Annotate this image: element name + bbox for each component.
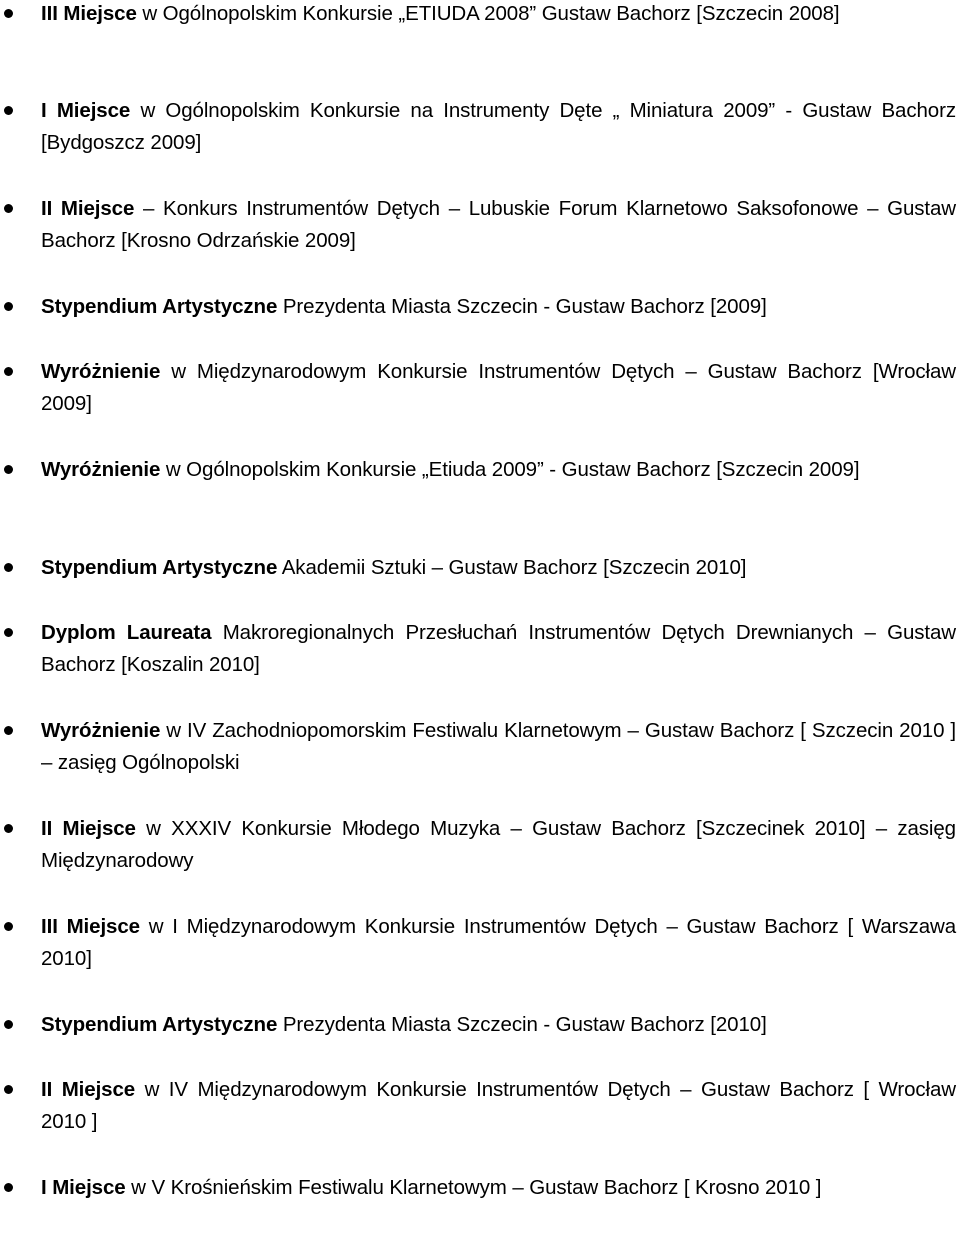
award-text (41, 1009, 956, 1041)
award-description: w V Krośnieńskim Festiwalu Klarnetowym – Gustaw Bachorz [ Krosno 2010 ] (125, 1176, 822, 1199)
award-text (41, 1172, 956, 1204)
bullet-icon (4, 922, 13, 931)
award-title: Wyróżnienie (41, 360, 161, 383)
award-title: Wyróżnienie (41, 458, 161, 481)
award-description: w Ogólnopolskim Konkursie na Instrumenty Dęte „ Miniatura 2009” - Gustaw Bachorz [Bydgoszcz 2009] (41, 99, 956, 154)
award-description: w Ogólnopolskim Konkursie „Etiuda 2009” - Gustaw Bachorz [Szczecin 2009] (160, 458, 860, 481)
award-text (41, 911, 956, 975)
award-text (41, 356, 956, 420)
award-title: III Miejsce (41, 915, 140, 938)
award-description: w IV Zachodniopomorskim Festiwalu Klarnetowym – Gustaw Bachorz [ Szczecin 2010 ] – zasięg Ogólnopolski (41, 719, 956, 774)
award-description: Akademii Sztuki – Gustaw Bachorz [Szczecin 2010] (277, 556, 747, 579)
award-description: w IV Międzynarodowym Konkursie Instrumentów Dętych – Gustaw Bachorz [ Wrocław 2010 ] (41, 1078, 956, 1133)
bullet-icon (4, 302, 13, 311)
award-text (41, 552, 956, 584)
award-text (41, 1074, 956, 1138)
bullet-icon (4, 563, 13, 572)
bullet-icon (4, 1085, 13, 1094)
award-description: w XXXIV Konkursie Młodego Muzyka – Gustaw Bachorz [Szczecinek 2010] – zasięg Międzynarodowy (41, 817, 956, 872)
award-text (41, 0, 956, 30)
bullet-icon (4, 465, 13, 474)
award-description: Prezydenta Miasta Szczecin - Gustaw Bachorz [2009] (277, 295, 767, 318)
award-text (41, 617, 956, 681)
bullet-icon (4, 106, 13, 115)
bullet-icon (4, 1020, 13, 1029)
award-title: I Miejsce (41, 1176, 126, 1199)
award-text (41, 95, 956, 159)
award-title: Wyróżnienie (41, 719, 161, 742)
award-description: Prezydenta Miasta Szczecin - Gustaw Bachorz [2010] (277, 1013, 767, 1036)
award-text (41, 193, 956, 257)
award-text (41, 291, 956, 323)
bullet-icon (4, 824, 13, 833)
award-title: Dyplom Laureata (41, 621, 212, 644)
award-description: w Ogólnopolskim Konkursie „ETIUDA 2008” Gustaw Bachorz [Szczecin 2008] (136, 2, 840, 25)
award-title: Stypendium Artystyczne (41, 295, 278, 318)
award-text (41, 813, 956, 877)
bullet-icon (4, 1183, 13, 1192)
award-title: Stypendium Artystyczne (41, 556, 278, 579)
award-title: Stypendium Artystyczne (41, 1013, 278, 1036)
bullet-icon (4, 9, 13, 18)
award-description: w Międzynarodowym Konkursie Instrumentów Dętych – Gustaw Bachorz [Wrocław 2009] (41, 360, 956, 415)
bullet-icon (4, 367, 13, 376)
bullet-icon (4, 726, 13, 735)
award-title: II Miejsce (41, 817, 136, 840)
award-title: II Miejsce (41, 197, 135, 220)
award-title: III Miejsce (41, 2, 137, 25)
award-description: – Konkurs Instrumentów Dętych – Lubuskie Forum Klarnetowo Saksofonowe – Gustaw Bachorz [Krosno Odrzańskie 2009] (41, 197, 956, 252)
award-title: II Miejsce (41, 1078, 136, 1101)
award-description: Makroregionalnych Przesłuchań Instrumentów Dętych Drewnianych – Gustaw Bachorz [Koszalin 2010] (41, 621, 956, 676)
bullet-icon (4, 204, 13, 213)
award-text (41, 715, 956, 779)
award-text (41, 454, 956, 486)
award-description: w I Międzynarodowym Konkursie Instrumentów Dętych – Gustaw Bachorz [ Warszawa 2010] (41, 915, 956, 970)
award-title: I Miejsce (41, 99, 131, 122)
bullet-icon (4, 628, 13, 637)
